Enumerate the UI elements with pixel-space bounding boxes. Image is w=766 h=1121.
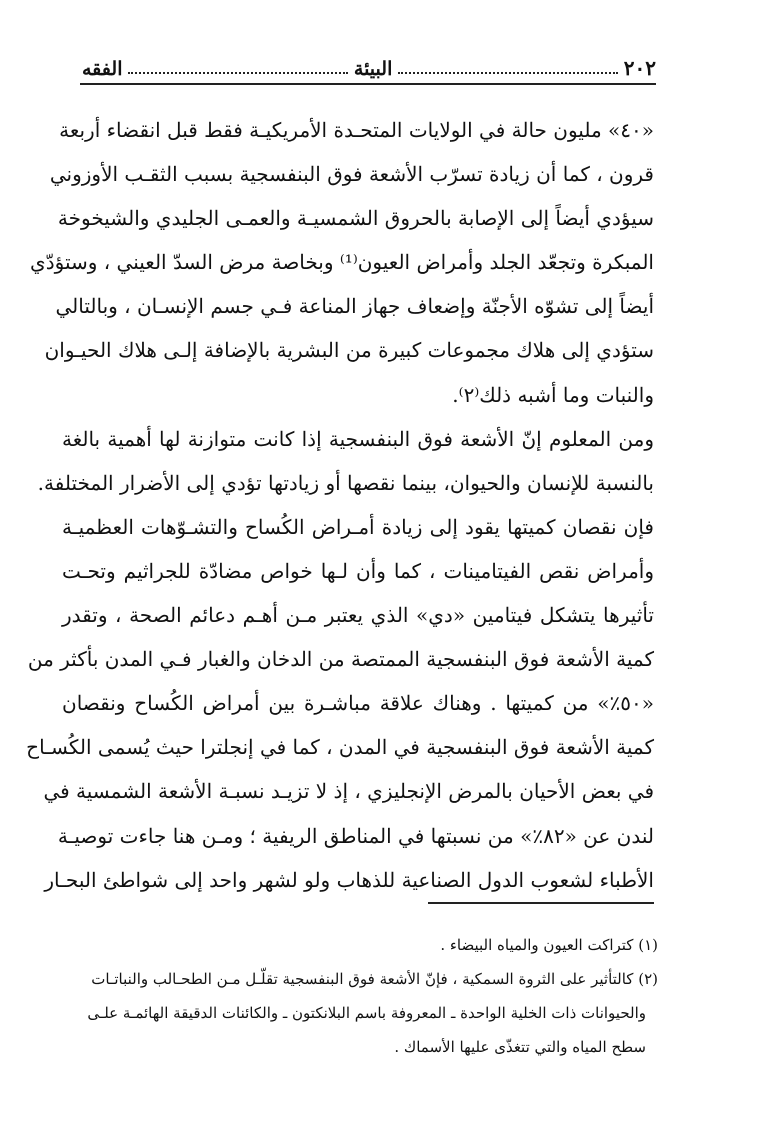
- body-line: «٥٠٪» من كميتها . وهناك علاقة مباشـرة بين أمراض الكُساح ونقصان: [62, 691, 654, 716]
- body-line: سيؤدي أيضاً إلى الإصابة بالحروق الشمسيـة والعمـى الجليدي والشيخوخة: [57, 206, 654, 231]
- body-line: تأثيرها يتشكل فيتامين «دي» الذي يعتبر مـن أهـم دعائم الصحة ، وتقدر: [62, 603, 654, 628]
- header-rule: [80, 83, 656, 85]
- body-line: ستؤدي إلى هلاك مجموعات كبيرة من البشرية بالإضافة إلـى هلاك الحيـوان: [44, 338, 654, 363]
- footnote-line: (٢) كالتأثير على الثروة السمكية ، فإنّ الأشعة فوق البنفسجية تقلّـل مـن الطحـالب والنباتـات: [91, 970, 658, 988]
- running-header: [82, 46, 656, 80]
- footnotes: [52, 928, 658, 1064]
- footnote-line: سطح المياه والتي تتغذّى عليها الأسماك .: [394, 1038, 646, 1056]
- footnote-line: والحيوانات ذات الخلية الواحدة ـ المعروفة باسم البلانكتون ـ والكائنات الدقيقة الهائمـة علـى: [87, 1004, 646, 1022]
- header-section-title: البيئة: [353, 58, 393, 80]
- body-line: لندن عن «٨٢٪» من نسبتها في المناطق الريفية ؛ ومـن هنا جاءت توصيـة: [57, 823, 654, 848]
- body-line: وأمراض نقص الفيتامينات ، كما وأن لـها خواص مضادّة للجراثيم وتحـت: [62, 558, 655, 583]
- body-line: المبكرة وتجعّد الجلد وأمراض العيون⁽¹⁾ وبخاصة مرض السدّ العيني ، وستؤدّي: [30, 250, 654, 275]
- body-line: أيضاً إلى تشوّه الأجنّة وإضعاف جهاز المناعة فـي جسم الإنسـان ، وبالتالي: [55, 294, 654, 319]
- header-leader-dots-2: [128, 71, 347, 74]
- body-line: بالنسبة للإنسان والحيوان، بينما نقصها أو زيادتها تؤدي إلى الأضرار المختلفة.: [37, 470, 654, 495]
- body-text: [26, 108, 655, 902]
- header-leader-dots: [398, 71, 617, 74]
- body-line: كمية الأشعة فوق البنفسجية الممتصة من الدخان والغبار فـي المدن بأكثر من: [27, 647, 654, 672]
- page-number: ٢٠٢: [623, 56, 656, 80]
- body-line: الأطباء لشعوب الدول الصناعية للذهاب ولو لشهر واحد إلى شواطئ البحـار: [44, 867, 654, 892]
- body-line: فإن نقصان كميتها يقود إلى زيادة أمـراض الكُساح والتشـوّهات العظميـة: [62, 514, 654, 539]
- body-line: ومن المعلوم إنّ الأشعة فوق البنفسجية إذا كانت متوازنة لها أهمية بالغة: [62, 426, 654, 451]
- body-line: كمية الأشعة فوق البنفسجية في المدن ، كما في إنجلترا حيث يُسمى الكُسـاح: [26, 735, 654, 760]
- footnote-line: (١) كتراكت العيون والمياه البيضاء .: [440, 936, 658, 954]
- footnote-separator: [428, 902, 654, 904]
- body-line: في بعض الأحيان بالمرض الإنجليزي ، إذ لا تزيـد نسبـة الأشعة الشمسية في: [43, 779, 654, 804]
- header-chapter-title: الفقه: [82, 58, 123, 80]
- body-line: قرون ، كما أن زيادة تسرّب الأشعة فوق البنفسجية بسبب الثقـب الأوزوني: [49, 162, 654, 187]
- body-line: «٤٠» مليون حالة في الولايات المتحـدة الأمريكيـة فقط قبل انقضاء أربعة: [59, 118, 654, 142]
- body-line: والنبات وما أشبه ذلك⁽٢⁾.: [452, 382, 654, 407]
